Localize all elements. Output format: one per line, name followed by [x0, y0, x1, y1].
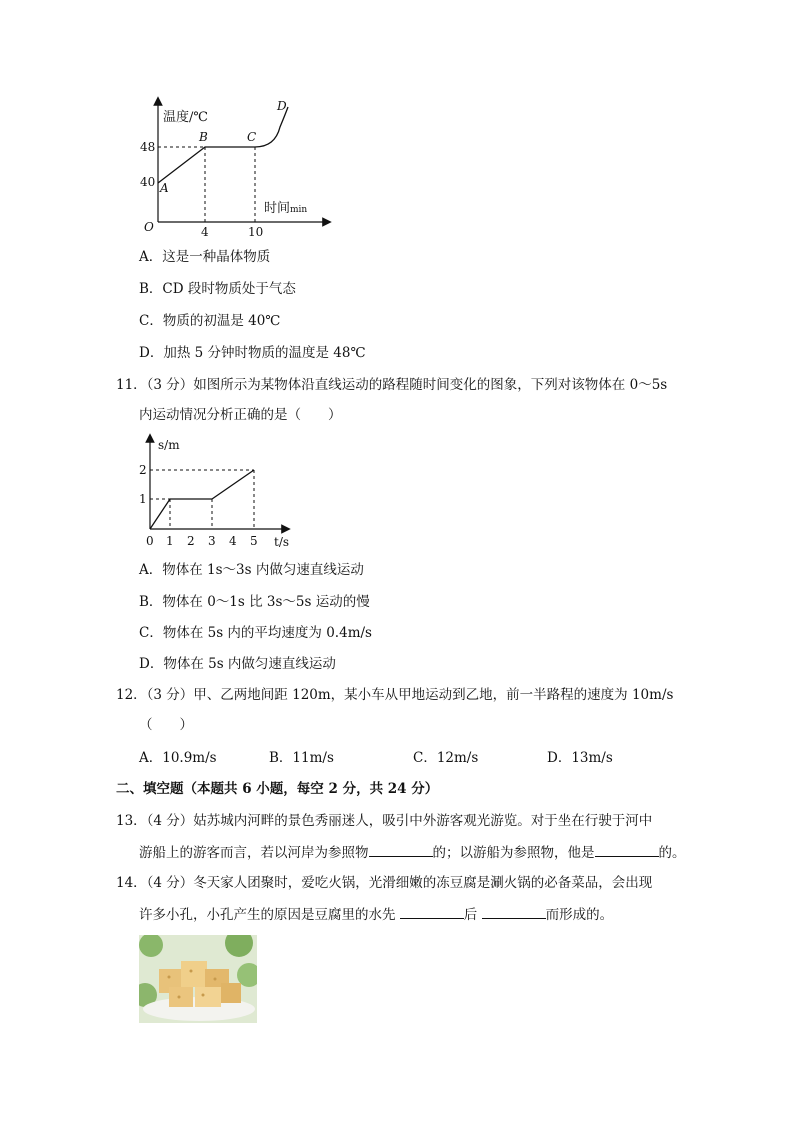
q11-option-b: B．物体在 0～1s 比 3s～5s 运动的慢	[139, 594, 370, 610]
q13-stem-line1: 13．（4 分）姑苏城内河畔的景色秀丽迷人，吸引中外游客观光游览。对于坐在行驶于河中	[116, 813, 653, 829]
y-tick-48: 48	[140, 140, 156, 154]
origin-label: O	[144, 220, 154, 234]
q12-option-b: B．11m/s	[269, 750, 334, 766]
temperature-time-graph	[135, 95, 335, 240]
ylabel: 温度/℃	[163, 110, 208, 125]
q13-blank-2[interactable]	[595, 842, 659, 857]
x-tick-4: 4	[201, 225, 209, 239]
q11-option-d: D．物体在 5s 内做匀速直线运动	[139, 656, 336, 672]
distance-curve	[150, 470, 254, 529]
point-b: B	[199, 130, 208, 144]
q13-text-a: 游船上的游客而言，若以河岸为参照物	[139, 845, 369, 861]
q12-option-a: A．10.9m/s	[139, 750, 217, 766]
q11-stem-line2: 内运动情况分析正确的是（ ）	[139, 407, 342, 423]
q13-text-c: 的。	[658, 845, 686, 861]
q12-option-d: D．13m/s	[547, 750, 613, 766]
q14-text-b: 后	[463, 907, 482, 923]
q10-option-b: B．CD 段时物质处于气态	[139, 281, 296, 297]
q12-stem-line1: 12．（3 分）甲、乙两地间距 120m，某小车从甲地运动到乙地，前一半路程的速度为 10m/s	[116, 687, 674, 703]
xlabel: t/s	[274, 535, 290, 549]
distance-time-graph	[138, 432, 298, 552]
ylabel: s/m	[158, 438, 180, 452]
frozen-tofu-photo	[139, 935, 257, 1023]
x-tick-10: 10	[248, 225, 264, 239]
point-d: D	[277, 99, 287, 113]
x-tick-1: 1	[166, 534, 174, 548]
x-tick-2: 2	[187, 534, 195, 548]
q10-option-c: C．物质的初温是 40℃	[139, 313, 281, 329]
x-tick-5: 5	[250, 534, 258, 548]
y-tick-2: 2	[139, 463, 147, 477]
q11-stem-line1: 11．（3 分）如图所示为某物体沿直线运动的路程随时间变化的图象，下列对该物体在 0～5s	[116, 377, 668, 393]
point-c: C	[247, 130, 257, 144]
q10-option-a: A．这是一种晶体物质	[139, 249, 271, 265]
q13-stem-line2	[139, 842, 686, 862]
x-tick-0: 0	[146, 534, 154, 548]
x-tick-3: 3	[208, 534, 216, 548]
y-tick-1: 1	[139, 492, 147, 506]
section-heading: 二、填空题（本题共 6 小题，每空 2 分，共 24 分）	[116, 781, 439, 797]
xlabel: 时间min	[264, 201, 308, 216]
point-a: A	[160, 181, 169, 195]
x-tick-4: 4	[229, 534, 237, 548]
q12-option-c: C．12m/s	[413, 750, 479, 766]
q14-text-c: 而形成的。	[545, 907, 614, 923]
q10-option-d: D．加热 5 分钟时物质的温度是 48℃	[139, 345, 366, 361]
q14-stem-line1: 14．（4 分）冬天家人团聚时，爱吃火锅，光滑细嫩的冻豆腐是涮火锅的必备菜品，会出现	[116, 875, 653, 891]
q14-stem-line2	[139, 904, 613, 924]
q14-blank-1[interactable]	[400, 904, 464, 919]
q14-text-a: 许多小孔，小孔产生的原因是豆腐里的水先	[139, 907, 400, 923]
q13-text-b: 的；以游船为参照物，他是	[432, 845, 595, 861]
q14-blank-2[interactable]	[482, 904, 546, 919]
q13-blank-1[interactable]	[369, 842, 433, 857]
q12-stem-line2: （ ）	[139, 717, 193, 733]
q11-option-a: A．物体在 1s～3s 内做匀速直线运动	[139, 562, 364, 578]
y-tick-40: 40	[140, 175, 156, 189]
q11-option-c: C．物体在 5s 内的平均速度为 0.4m/s	[139, 625, 372, 641]
